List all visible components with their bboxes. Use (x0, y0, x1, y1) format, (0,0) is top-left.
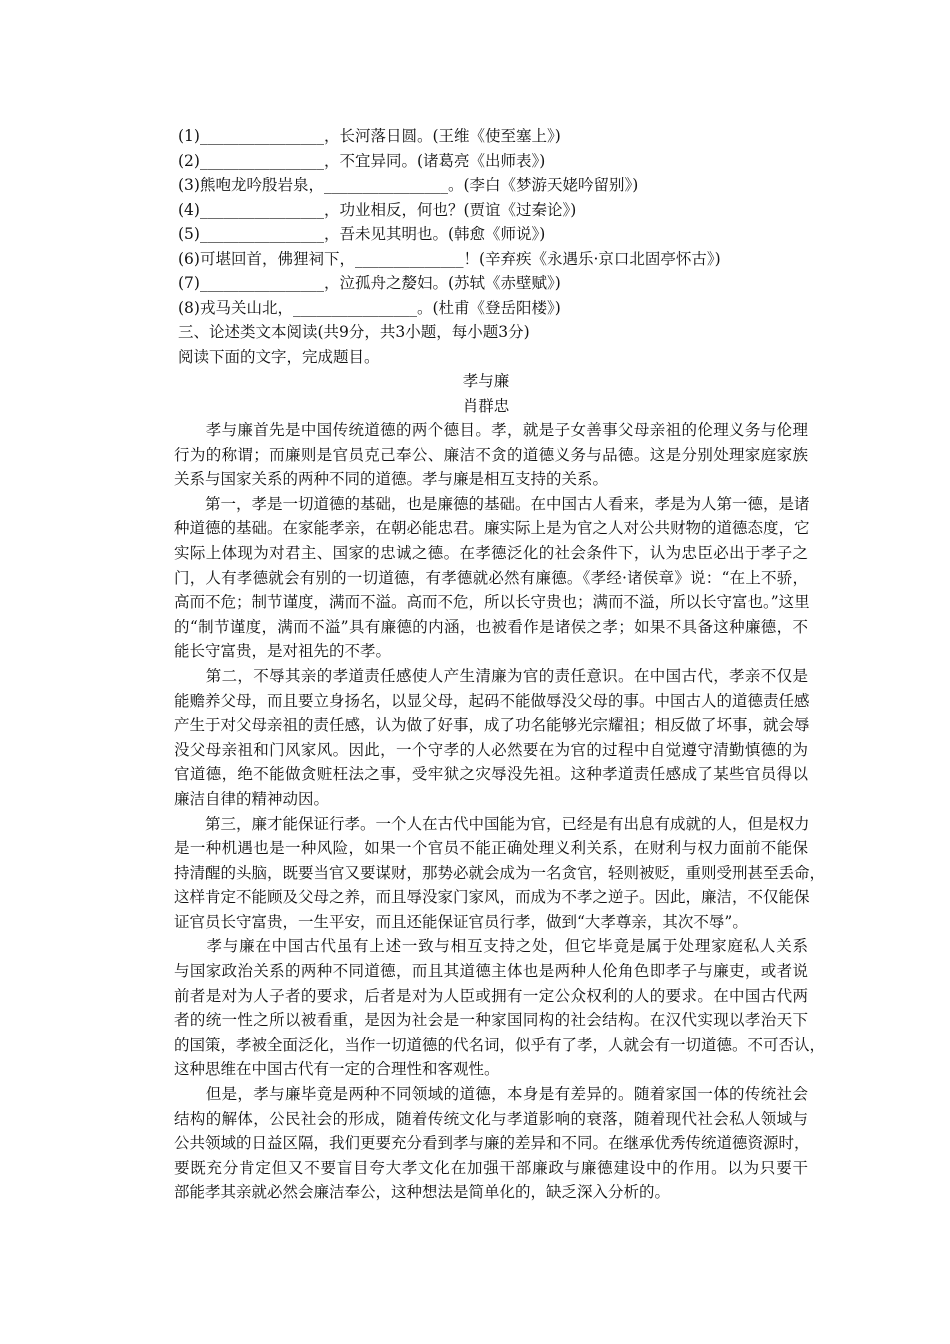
fill-in-item: (7)________________，泣孤舟之嫠妇。(苏轼《赤壁赋》) (178, 274, 561, 292)
fill-in-item: (4)________________，功业相反，何也？(贾谊《过秦论》) (178, 200, 577, 219)
paragraph-line: 者的统一性之所以被看重，是因为社会是一种家国同构的社会结构。在汉代实现以孝治天下 (174, 1011, 808, 1030)
paragraph-line: 官道德，绝不能做贪赃枉法之事，受牢狱之灾辱没先祖。这种孝道责任感成了某些官员得以 (174, 765, 808, 784)
paragraph-line: 高而不危；制节谨度，满而不溢。高而不危，所以长守贵也；满而不溢，所以长守富也。”这里 (174, 593, 810, 612)
article-title: 孝与廉 (462, 372, 510, 390)
fill-in-item: (2)________________，不宜异同。(诸葛亮《出师表》) (178, 151, 546, 170)
paragraph-line: 部能孝其亲就必然会廉洁奉公，这种想法是简单化的，缺乏深入分析的。 (174, 1183, 671, 1202)
paragraph-line: 前者是对为人子者的要求，后者是对为人臣或拥有一定公众权利的人的要求。在中国古代两 (174, 986, 808, 1005)
paragraph-line: 这种思维在中国古代有一定的合理性和客观性。 (174, 1060, 500, 1079)
paragraph-line: 是一种机遇也是一种风险，如果一个官员不能正确处理义利关系，在财利与权力面前不能保 (174, 839, 808, 858)
document-page (174, 124, 826, 1205)
paragraph-line: 种道德的基础。在家能孝亲，在朝必能忠君。廉实际上是为官之人对公共财物的道德态度，它 (174, 519, 810, 538)
article-paragraph (174, 664, 808, 812)
paragraph-line: 要既充分肯定但又不要盲目夸大孝文化在加强干部廉政与廉德建设中的作用。以为只要干 (174, 1158, 808, 1177)
fill-in-question-list (178, 124, 808, 320)
paragraph-line: 结构的解体，公民社会的形成，随着传统文化与孝道影响的衰落，随着现代社会私人领域与 (174, 1109, 808, 1128)
paragraph-line: 第三，廉才能保证行孝。一个人在古代中国能为官，已经是有出息有成就的人，但是权力 (174, 814, 810, 833)
paragraph-line: 关系与国家关系的两种不同的道德。孝与廉是相互支持的关系。 (174, 470, 609, 489)
paragraph-line: 证官员长守富贵，一生平安，而且还能保证官员行孝，做到“大孝尊亲，其次不辱”。 (174, 912, 748, 931)
paragraph-line: 公共领域的日益区隔，我们更要充分看到孝与廉的差异和不同。在继承优秀传统道德资源时， (174, 1134, 810, 1153)
paragraph-line: 没父母亲祖和门风家风。因此，一个守孝的人必然要在为官的过程中自觉遵守清勤慎德的为 (174, 740, 808, 759)
fill-in-item: (6)可堪回首，佛狸祠下，______________！(辛弃疾《永遇乐·京口北固亭怀古》) (178, 249, 721, 268)
paragraph-line: 门，人有孝德就会有别的一切道德，有孝德就必然有廉德。《孝经·诸侯章》说：“在上不骄， (174, 568, 808, 587)
article-paragraph (174, 934, 826, 1082)
paragraph-line: 的国策，孝被全面泛化，当作一切道德的代名词，似乎有了孝，人就会有一切道德。不可否认， (174, 1035, 826, 1054)
section-heading: 三、论述类文本阅读(共9分，共3小题，每小题3分) (178, 323, 530, 341)
article-paragraph (174, 812, 826, 935)
article-body (174, 418, 826, 1205)
paragraph-line: 持清醒的头脑，既要当官又要谋财，那势必就会成为一名贪官，轻则被贬，重则受刑甚至丢命， (174, 863, 826, 882)
paragraph-line: 廉洁自律的精神动因。 (174, 789, 330, 808)
fill-in-item: (3)熊咆龙吟殷岩泉，________________。(李白《梦游天姥吟留别》) (178, 176, 639, 194)
article-author: 肖群忠 (462, 396, 510, 415)
paragraph-line: 产生于对父母亲祖的责任感，认为做了好事，成了功名能够光宗耀祖；相反做了坏事，就会辱 (174, 716, 810, 735)
paragraph-line: 第二，不辱其亲的孝道责任感使人产生清廉为官的责任意识。在中国古代，孝亲不仅是 (174, 666, 808, 685)
paragraph-line: 能赡养父母，而且要立身扬名，以显父母，起码不能做辱没父母的事。中国古人的道德责任感 (174, 691, 810, 710)
paragraph-line: 孝与廉首先是中国传统道德的两个德目。孝，就是子女善事父母亲祖的伦理义务与伦理 (174, 421, 808, 439)
fill-in-item: (5)________________，吾未见其明也。(韩愈《师说》) (178, 225, 546, 243)
paragraph-line: 行为的称谓；而廉则是官员克己奉公、廉洁不贪的道德义务与品德。这是分别处理家庭家族 (174, 445, 808, 464)
paragraph-line: 能长守富贵，是对祖先的不孝。 (174, 642, 392, 661)
article-paragraph (174, 418, 808, 492)
article-paragraph (174, 492, 808, 664)
article-paragraph (174, 1082, 808, 1205)
paragraph-line: 与国家政治关系的两种不同道德，而且其道德主体也是两种人伦角色即孝子与廉吏，或者说 (174, 962, 808, 981)
paragraph-line: 实际上体现为对君主、国家的忠诚之德。在孝德泛化的社会条件下，认为忠臣必出于孝子之 (174, 543, 808, 562)
reading-instruction: 阅读下面的文字，完成题目。 (178, 347, 380, 366)
paragraph-line: 的“制节谨度，满而不溢”具有廉德的内涵，也被看作是诸侯之孝；如果不具备这种廉德，不 (174, 617, 808, 636)
paragraph-line: 但是，孝与廉毕竟是两种不同领域的道德，本身是有差异的。随着家国一体的传统社会 (174, 1085, 808, 1104)
paragraph-line: 孝与廉在中国古代虽有上述一致与相互支持之处，但它毕竟是属于处理家庭私人关系 (174, 937, 808, 956)
paragraph-line: 这样肯定不能顾及父母之养，而且辱没家门家风，而成为不孝之逆子。因此，廉洁，不仅能保 (174, 888, 810, 907)
fill-in-item: (8)戎马关山北，________________。(杜甫《登岳阳楼》) (178, 298, 561, 317)
paragraph-line: 第一，孝是一切道德的基础，也是廉德的基础。在中国古人看来，孝是为人第一德，是诸 (174, 494, 810, 513)
fill-in-item: (1)________________，长河落日圆。(王维《使至塞上》) (178, 127, 561, 145)
